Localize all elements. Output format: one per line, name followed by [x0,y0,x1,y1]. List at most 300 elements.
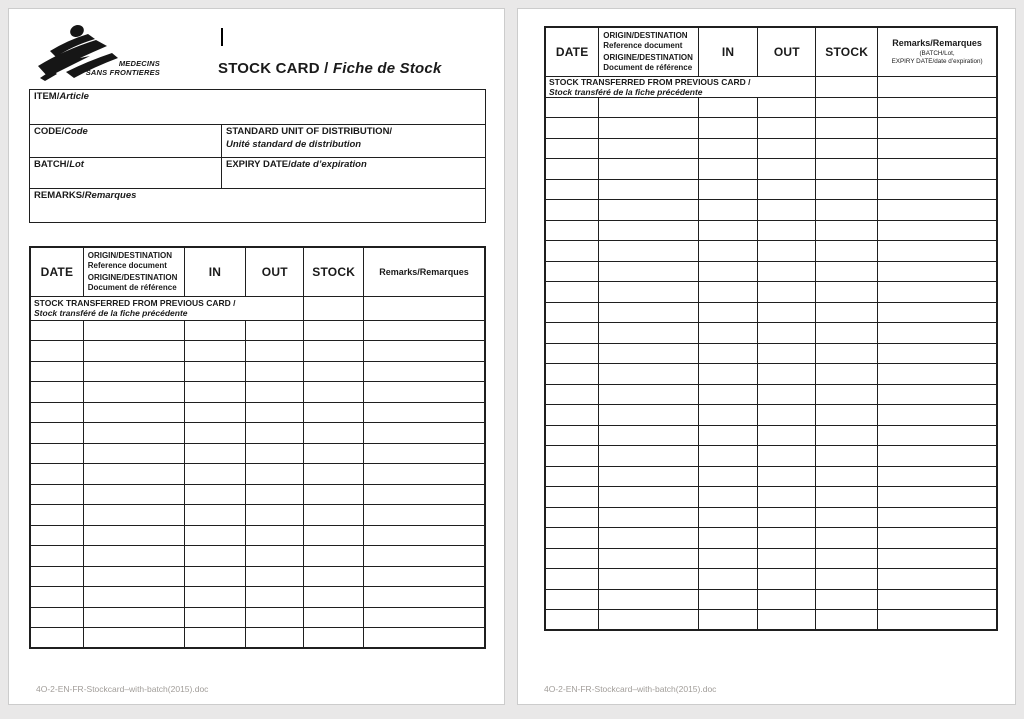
title-en: STOCK CARD / [218,60,333,77]
empty-stock-cell[interactable] [698,118,758,139]
empty-stock-cell[interactable] [184,525,245,546]
empty-stock-cell[interactable] [545,466,599,487]
empty-stock-cell[interactable] [304,566,364,587]
empty-stock-cell[interactable] [599,241,698,262]
empty-stock-cell[interactable] [184,587,245,608]
empty-stock-cell[interactable] [878,569,997,590]
empty-stock-cell[interactable] [545,282,599,303]
empty-stock-cell[interactable] [599,364,698,385]
empty-stock-cell[interactable] [599,466,698,487]
empty-stock-cell[interactable] [363,464,485,485]
empty-stock-cell[interactable] [878,507,997,528]
empty-stock-row [545,241,997,262]
empty-stock-cell[interactable] [878,138,997,159]
empty-stock-cell[interactable] [30,505,83,526]
empty-stock-cell[interactable] [758,97,816,118]
empty-stock-cell[interactable] [184,341,245,362]
empty-stock-cell[interactable] [758,138,816,159]
empty-stock-row [30,546,485,567]
empty-stock-cell[interactable] [816,179,878,200]
empty-stock-cell[interactable] [758,528,816,549]
empty-stock-cell[interactable] [545,507,599,528]
empty-stock-cell[interactable] [363,361,485,382]
empty-stock-cell[interactable] [878,220,997,241]
empty-stock-cell[interactable] [698,384,758,405]
empty-stock-cell[interactable] [30,484,83,505]
empty-stock-cell[interactable] [599,97,698,118]
empty-stock-row [545,179,997,200]
empty-stock-cell[interactable] [599,118,698,139]
empty-stock-cell[interactable] [878,405,997,426]
empty-stock-cell[interactable] [816,220,878,241]
empty-stock-row [30,320,485,341]
empty-stock-cell[interactable] [758,507,816,528]
empty-stock-cell[interactable] [304,505,364,526]
empty-stock-cell[interactable] [698,405,758,426]
standard-unit-field[interactable] [222,125,486,158]
empty-stock-cell[interactable] [599,425,698,446]
empty-stock-cell[interactable] [363,525,485,546]
empty-stock-cell[interactable] [246,525,304,546]
empty-stock-cell[interactable] [184,505,245,526]
empty-stock-cell[interactable] [698,323,758,344]
col-header-stock: STOCK [816,27,878,76]
empty-stock-cell[interactable] [246,382,304,403]
empty-stock-cell[interactable] [758,220,816,241]
empty-stock-cell[interactable] [184,423,245,444]
empty-stock-cell[interactable] [304,361,364,382]
empty-stock-cell[interactable] [304,484,364,505]
origin-line2: Reference document [603,40,683,50]
empty-stock-cell[interactable] [878,97,997,118]
empty-stock-cell[interactable] [545,179,599,200]
col-header-origin [599,27,698,76]
empty-stock-cell[interactable] [816,138,878,159]
empty-stock-cell[interactable] [816,487,878,508]
empty-stock-cell[interactable] [758,343,816,364]
empty-stock-cell[interactable] [698,282,758,303]
empty-stock-cell[interactable] [816,323,878,344]
empty-stock-cell[interactable] [304,546,364,567]
empty-stock-cell[interactable] [698,589,758,610]
empty-stock-cell[interactable] [698,528,758,549]
empty-stock-cell[interactable] [246,443,304,464]
empty-stock-cell[interactable] [758,200,816,221]
empty-stock-cell[interactable] [599,220,698,241]
empty-stock-cell[interactable] [545,220,599,241]
remarks-label: REMARKS/ [34,190,85,201]
empty-stock-cell[interactable] [184,546,245,567]
empty-stock-row [545,343,997,364]
empty-stock-cell[interactable] [30,320,83,341]
empty-stock-cell[interactable] [83,402,184,423]
empty-stock-row [545,425,997,446]
empty-stock-cell[interactable] [545,610,599,631]
code-field[interactable] [30,125,222,158]
empty-stock-cell[interactable] [698,610,758,631]
empty-stock-row [545,220,997,241]
remarks-field[interactable] [30,189,486,223]
empty-stock-cell[interactable] [246,402,304,423]
empty-stock-cell[interactable] [246,628,304,649]
empty-stock-row [30,423,485,444]
item-field[interactable] [30,90,486,125]
empty-stock-cell[interactable] [599,138,698,159]
empty-stock-cell[interactable] [246,587,304,608]
empty-stock-cell[interactable] [599,261,698,282]
empty-stock-cell[interactable] [30,341,83,362]
empty-stock-cell[interactable] [545,159,599,180]
empty-stock-cell[interactable] [545,589,599,610]
empty-stock-cell[interactable] [304,443,364,464]
empty-stock-cell[interactable] [83,443,184,464]
empty-stock-cell[interactable] [83,320,184,341]
empty-stock-cell[interactable] [545,446,599,467]
empty-stock-cell[interactable] [83,341,184,362]
empty-stock-cell[interactable] [758,118,816,139]
empty-stock-cell[interactable] [878,589,997,610]
empty-stock-cell[interactable] [83,628,184,649]
empty-stock-cell[interactable] [246,484,304,505]
empty-stock-cell[interactable] [816,159,878,180]
empty-stock-cell[interactable] [246,320,304,341]
empty-stock-cell[interactable] [878,200,997,221]
transfer-stock-cell[interactable] [816,76,878,97]
empty-stock-cell[interactable] [878,364,997,385]
empty-stock-row [30,443,485,464]
empty-stock-cell[interactable] [363,341,485,362]
empty-stock-cell[interactable] [545,364,599,385]
footer-filename: 4O-2-EN-FR-Stockcard–with-batch(2015).doc [544,684,717,694]
empty-stock-cell[interactable] [363,628,485,649]
empty-stock-cell[interactable] [545,302,599,323]
empty-stock-cell[interactable] [878,610,997,631]
empty-stock-cell[interactable] [545,548,599,569]
code-label-fr: Code [64,126,88,137]
empty-stock-cell[interactable] [599,323,698,344]
empty-stock-cell[interactable] [698,364,758,385]
empty-stock-cell[interactable] [30,607,83,628]
empty-stock-cell[interactable] [83,525,184,546]
empty-stock-cell[interactable] [363,566,485,587]
empty-stock-cell[interactable] [599,548,698,569]
col-header-stock: STOCK [304,247,364,296]
empty-stock-cell[interactable] [246,464,304,485]
empty-stock-cell[interactable] [30,423,83,444]
empty-stock-cell[interactable] [545,138,599,159]
empty-stock-cell[interactable] [698,548,758,569]
empty-stock-cell[interactable] [184,443,245,464]
empty-stock-cell[interactable] [758,364,816,385]
empty-stock-cell[interactable] [816,446,878,467]
empty-stock-cell[interactable] [816,302,878,323]
empty-stock-cell[interactable] [758,487,816,508]
empty-stock-cell[interactable] [698,261,758,282]
empty-stock-cell[interactable] [599,282,698,303]
empty-stock-cell[interactable] [599,589,698,610]
empty-stock-cell[interactable] [816,425,878,446]
empty-stock-cell[interactable] [30,443,83,464]
empty-stock-cell[interactable] [30,546,83,567]
empty-stock-cell[interactable] [698,446,758,467]
empty-stock-cell[interactable] [545,241,599,262]
empty-stock-cell[interactable] [545,569,599,590]
empty-stock-cell[interactable] [599,610,698,631]
empty-stock-cell[interactable] [816,548,878,569]
empty-stock-cell[interactable] [758,569,816,590]
empty-stock-cell[interactable] [363,402,485,423]
empty-stock-cell[interactable] [545,118,599,139]
empty-stock-cell[interactable] [599,302,698,323]
empty-stock-cell[interactable] [599,446,698,467]
empty-stock-cell[interactable] [758,302,816,323]
empty-stock-cell[interactable] [363,587,485,608]
empty-stock-cell[interactable] [816,528,878,549]
empty-stock-row [545,261,997,282]
empty-stock-cell[interactable] [363,546,485,567]
empty-stock-cell[interactable] [83,505,184,526]
empty-stock-cell[interactable] [878,179,997,200]
empty-stock-cell[interactable] [698,466,758,487]
origin-line4: Document de référence [87,282,177,292]
empty-stock-cell[interactable] [363,382,485,403]
empty-stock-cell[interactable] [304,464,364,485]
empty-stock-cell[interactable] [304,382,364,403]
empty-stock-cell[interactable] [878,384,997,405]
origin-line4: Document de référence [603,62,693,72]
empty-stock-cell[interactable] [816,200,878,221]
empty-stock-cell[interactable] [545,343,599,364]
empty-stock-cell[interactable] [83,484,184,505]
empty-stock-cell[interactable] [599,487,698,508]
transfer-stock-cell[interactable] [304,296,364,320]
empty-stock-cell[interactable] [83,423,184,444]
empty-stock-cell[interactable] [816,364,878,385]
empty-stock-row [545,384,997,405]
remarks-header-sub1: (BATCH/Lot, [919,49,955,57]
empty-stock-cell[interactable] [30,382,83,403]
empty-stock-cell[interactable] [545,405,599,426]
empty-stock-cell[interactable] [30,587,83,608]
empty-stock-cell[interactable] [878,159,997,180]
empty-stock-cell[interactable] [545,384,599,405]
empty-stock-cell[interactable] [304,320,364,341]
empty-stock-cell[interactable] [758,425,816,446]
empty-stock-cell[interactable] [246,566,304,587]
empty-stock-cell[interactable] [246,341,304,362]
empty-stock-cell[interactable] [304,423,364,444]
empty-stock-cell[interactable] [184,320,245,341]
empty-stock-cell[interactable] [816,589,878,610]
empty-stock-cell[interactable] [184,402,245,423]
empty-stock-cell[interactable] [246,546,304,567]
empty-stock-cell[interactable] [83,607,184,628]
empty-stock-cell[interactable] [363,607,485,628]
empty-stock-cell[interactable] [878,446,997,467]
empty-stock-cell[interactable] [304,607,364,628]
empty-stock-cell[interactable] [758,241,816,262]
empty-stock-cell[interactable] [599,569,698,590]
empty-stock-cell[interactable] [363,484,485,505]
empty-stock-cell[interactable] [878,241,997,262]
empty-stock-cell[interactable] [878,282,997,303]
empty-stock-cell[interactable] [83,546,184,567]
empty-stock-cell[interactable] [758,159,816,180]
transfer-label-cell[interactable] [545,76,816,97]
empty-stock-cell[interactable] [363,443,485,464]
empty-stock-cell[interactable] [698,241,758,262]
empty-stock-row [545,200,997,221]
empty-stock-cell[interactable] [816,343,878,364]
empty-stock-cell[interactable] [599,405,698,426]
item-label-fr: Article [59,91,89,102]
expiry-label-fr: date d’expiration [290,159,367,170]
empty-stock-cell[interactable] [816,507,878,528]
empty-stock-cell[interactable] [184,361,245,382]
empty-stock-cell[interactable] [363,423,485,444]
empty-stock-cell[interactable] [816,610,878,631]
empty-stock-cell[interactable] [545,528,599,549]
batch-field[interactable] [30,158,222,189]
empty-stock-cell[interactable] [184,607,245,628]
empty-stock-cell[interactable] [599,343,698,364]
empty-stock-cell[interactable] [545,200,599,221]
empty-stock-cell[interactable] [304,402,364,423]
empty-stock-cell[interactable] [184,382,245,403]
transfer-label-en: STOCK TRANSFERRED FROM PREVIOUS CARD / [34,297,236,308]
empty-stock-cell[interactable] [878,302,997,323]
empty-stock-cell[interactable] [878,425,997,446]
empty-stock-cell[interactable] [304,341,364,362]
empty-stock-cell[interactable] [878,528,997,549]
empty-stock-cell[interactable] [30,525,83,546]
empty-stock-cell[interactable] [83,361,184,382]
empty-stock-cell[interactable] [758,282,816,303]
empty-stock-cell[interactable] [816,569,878,590]
empty-stock-cell[interactable] [758,466,816,487]
empty-stock-row [30,484,485,505]
empty-stock-cell[interactable] [698,200,758,221]
empty-stock-cell[interactable] [83,566,184,587]
empty-stock-cell[interactable] [30,566,83,587]
empty-stock-cell[interactable] [545,97,599,118]
empty-stock-cell[interactable] [698,569,758,590]
empty-stock-cell[interactable] [816,405,878,426]
empty-stock-cell[interactable] [698,179,758,200]
empty-stock-cell[interactable] [878,118,997,139]
empty-stock-cell[interactable] [363,320,485,341]
empty-stock-cell[interactable] [816,97,878,118]
empty-stock-cell[interactable] [599,384,698,405]
empty-stock-cell[interactable] [816,384,878,405]
empty-stock-cell[interactable] [184,566,245,587]
empty-stock-cell[interactable] [83,382,184,403]
empty-stock-cell[interactable] [816,466,878,487]
empty-stock-cell[interactable] [545,323,599,344]
page-2 [517,8,1016,705]
empty-stock-cell[interactable] [698,343,758,364]
empty-stock-cell[interactable] [698,220,758,241]
empty-stock-cell[interactable] [878,487,997,508]
empty-stock-cell[interactable] [304,587,364,608]
empty-stock-cell[interactable] [816,261,878,282]
empty-stock-cell[interactable] [758,179,816,200]
empty-stock-cell[interactable] [184,464,245,485]
empty-stock-cell[interactable] [698,302,758,323]
empty-stock-cell[interactable] [363,505,485,526]
empty-stock-cell[interactable] [758,261,816,282]
empty-stock-cell[interactable] [304,628,364,649]
empty-stock-cell[interactable] [545,487,599,508]
empty-stock-cell[interactable] [246,361,304,382]
empty-stock-cell[interactable] [698,138,758,159]
empty-stock-cell[interactable] [184,484,245,505]
empty-stock-row [545,138,997,159]
empty-stock-cell[interactable] [758,548,816,569]
empty-stock-row [545,589,997,610]
empty-stock-row [545,405,997,426]
empty-stock-cell[interactable] [758,405,816,426]
item-label: ITEM/ [34,91,60,102]
empty-stock-cell[interactable] [30,464,83,485]
empty-stock-cell[interactable] [878,466,997,487]
empty-stock-cell[interactable] [758,323,816,344]
empty-stock-cell[interactable] [30,361,83,382]
empty-stock-cell[interactable] [83,587,184,608]
empty-stock-cell[interactable] [816,118,878,139]
empty-stock-cell[interactable] [30,402,83,423]
empty-stock-cell[interactable] [246,607,304,628]
empty-stock-cell[interactable] [816,241,878,262]
empty-stock-cell[interactable] [599,179,698,200]
empty-stock-cell[interactable] [878,548,997,569]
transfer-remarks-cell[interactable] [363,296,485,320]
origin-line2: Reference document [87,260,167,270]
empty-stock-row [545,118,997,139]
empty-stock-cell[interactable] [698,487,758,508]
empty-stock-cell[interactable] [246,423,304,444]
empty-stock-row [545,302,997,323]
empty-stock-cell[interactable] [698,425,758,446]
empty-stock-cell[interactable] [545,261,599,282]
empty-stock-cell[interactable] [878,323,997,344]
expiry-field[interactable] [222,158,486,189]
empty-stock-cell[interactable] [545,425,599,446]
empty-stock-cell[interactable] [758,589,816,610]
empty-stock-cell[interactable] [599,528,698,549]
empty-stock-cell[interactable] [599,200,698,221]
empty-stock-cell[interactable] [698,159,758,180]
empty-stock-cell[interactable] [304,525,364,546]
empty-stock-cell[interactable] [698,97,758,118]
empty-stock-cell[interactable] [83,464,184,485]
empty-stock-cell[interactable] [599,507,698,528]
transfer-label-cell[interactable] [30,296,304,320]
transfer-remarks-cell[interactable] [878,76,997,97]
empty-stock-cell[interactable] [758,384,816,405]
empty-stock-cell[interactable] [246,505,304,526]
empty-stock-cell[interactable] [184,628,245,649]
empty-stock-cell[interactable] [816,282,878,303]
empty-stock-cell[interactable] [758,610,816,631]
empty-stock-cell[interactable] [878,343,997,364]
empty-stock-cell[interactable] [30,628,83,649]
empty-stock-cell[interactable] [599,159,698,180]
empty-stock-row [30,361,485,382]
empty-stock-cell[interactable] [698,507,758,528]
empty-stock-cell[interactable] [758,446,816,467]
empty-stock-cell[interactable] [878,261,997,282]
